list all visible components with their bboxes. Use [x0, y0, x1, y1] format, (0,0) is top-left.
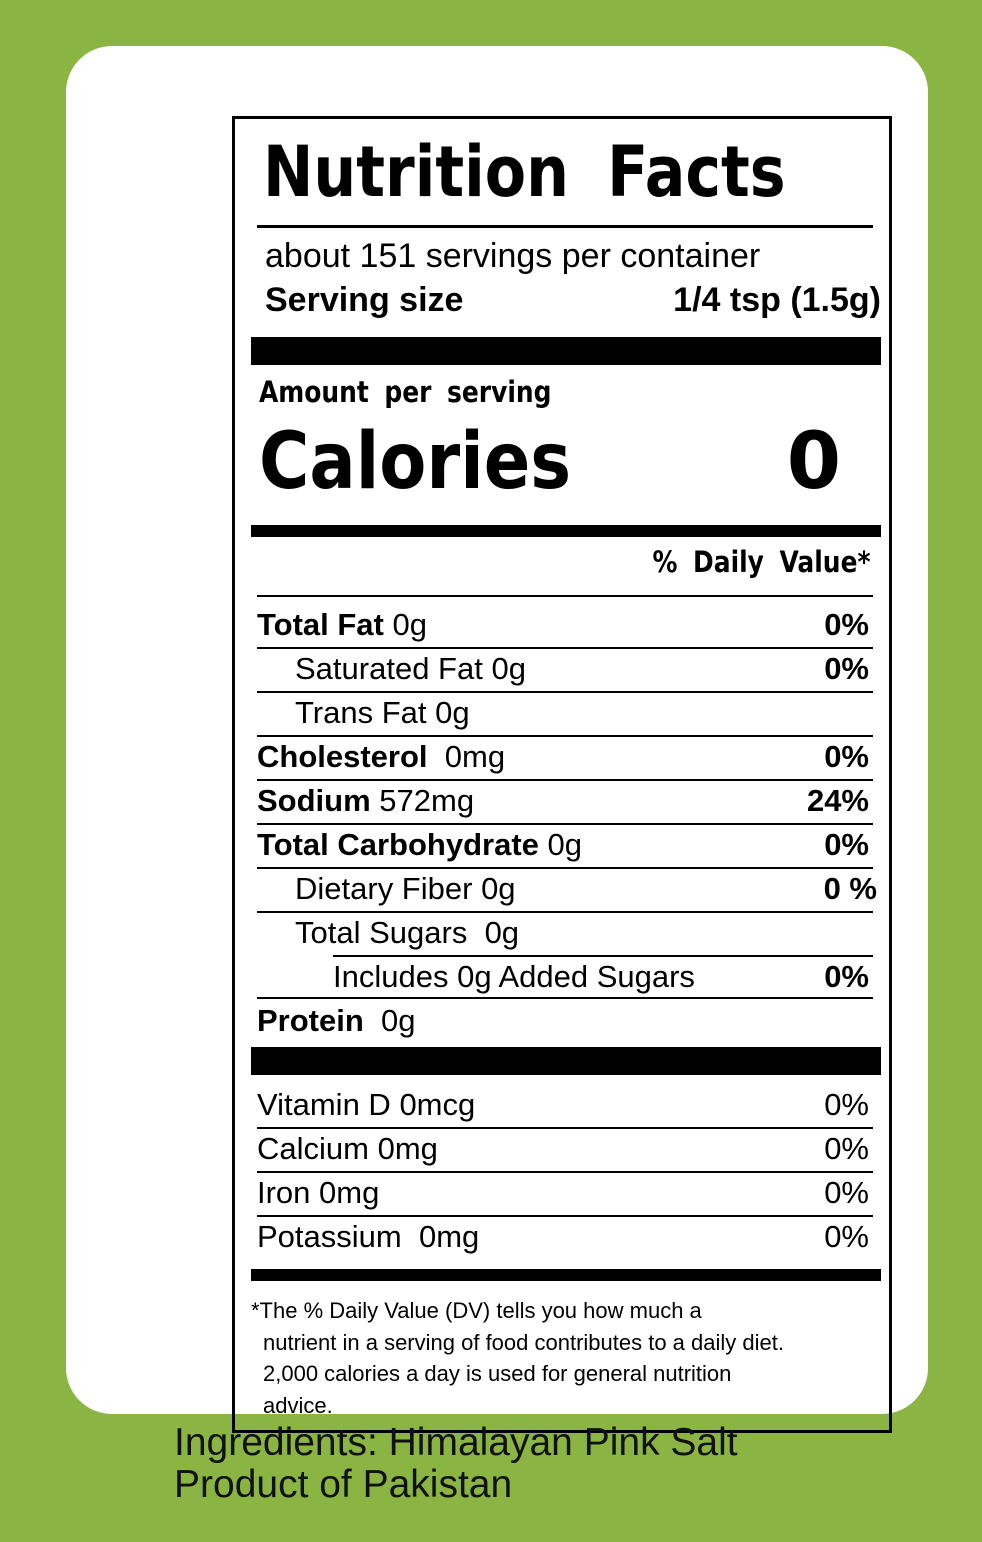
vitamin-row-potassium: [257, 1215, 873, 1259]
vitamin-dv: 0%: [824, 1087, 869, 1122]
serving-size-value: 1/4 tsp (1.5g): [673, 281, 881, 319]
nutrient-name: Total Carbohydrate: [257, 827, 539, 862]
vitamin-dv: 0%: [824, 1131, 869, 1166]
bottom-divider: [251, 1269, 881, 1281]
calories-label: Calories: [259, 417, 572, 507]
nutrient-amount: 0g: [491, 651, 526, 686]
vitamin-amount: 0mg: [319, 1175, 380, 1210]
nutrient-amount: 0g: [381, 1003, 416, 1038]
panel-title: Nutrition Facts: [263, 131, 786, 213]
vitamin-name: Iron: [257, 1175, 311, 1210]
nutrient-row-added-sugars: [257, 955, 873, 999]
nutrient-name: Includes 0g Added Sugars: [333, 959, 695, 994]
nutrient-amount: 0g: [392, 607, 427, 642]
nutrient-dv: 0%: [824, 607, 869, 642]
nutrient-amount: 0g: [484, 915, 520, 950]
nutrient-amount: 0g: [435, 695, 470, 730]
footnote: [251, 1295, 881, 1421]
nutrient-name: Saturated Fat: [295, 651, 483, 686]
title-divider: [257, 225, 873, 228]
vitamin-amount: 0mcg: [399, 1087, 476, 1122]
vitamin-row-calcium: [257, 1127, 873, 1171]
nutrient-amount: 572mg: [379, 783, 475, 818]
nutrient-name: Cholesterol: [257, 739, 428, 774]
nutrient-amount: 0g: [481, 871, 516, 906]
calories-value: 0: [786, 417, 841, 507]
amount-per-serving: Amount per serving: [259, 375, 552, 409]
nutrition-facts-panel: [232, 116, 892, 1433]
thick-divider-top: [251, 337, 881, 365]
nutrient-row-protein: [257, 999, 873, 1043]
vitamin-name: Potassium: [257, 1219, 402, 1254]
nutrient-name: Sodium: [257, 783, 371, 818]
vitamin-name: Vitamin D: [257, 1087, 391, 1122]
nutrient-amount: 0g: [547, 827, 583, 862]
nutrient-dv: 24%: [806, 783, 869, 818]
nutrient-name: Trans Fat: [295, 695, 427, 730]
nutrient-row-total-fat: [257, 603, 873, 647]
nutrient-dv: 0%: [824, 739, 869, 774]
serving-size-label: Serving size: [265, 281, 464, 319]
vitamin-dv: 0%: [824, 1219, 869, 1254]
vitamin-row-vitamin-d: [257, 1083, 873, 1127]
footnote-line: 2,000 calories a day is used for general nutrition: [263, 1361, 732, 1386]
row-divider: [257, 595, 873, 597]
vitamin-row-iron: [257, 1171, 873, 1215]
footnote-line: advice.: [263, 1392, 333, 1418]
medium-divider: [251, 525, 881, 537]
footnote-line: nutrient in a serving of food contributes to a daily diet.: [263, 1329, 784, 1355]
nutrient-name: Total Sugars: [295, 915, 468, 950]
nutrient-dv: 0%: [824, 827, 869, 862]
nutrient-row-cholesterol: [257, 735, 873, 779]
ingredients-block: [174, 1422, 738, 1506]
nutrient-row-trans-fat: [257, 691, 873, 735]
nutrient-row-saturated-fat: [257, 647, 873, 691]
nutrient-dv: 0%: [824, 651, 869, 686]
nutrient-row-total-carbohydrate: [257, 823, 873, 867]
vitamin-name: Calcium: [257, 1131, 369, 1166]
ingredients-text: Ingredients: Himalayan Pink Salt: [174, 1421, 738, 1464]
vitamin-amount: 0mg: [418, 1219, 480, 1254]
nutrient-name: Protein: [257, 1003, 364, 1038]
nutrient-row-total-sugars: [257, 911, 873, 955]
daily-value-header: % Daily Value*: [652, 545, 871, 579]
footnote-line: *The % Daily Value (DV) tells you how much a: [251, 1298, 702, 1323]
nutrient-dv: 0%: [824, 959, 869, 994]
nutrient-name: Total Fat: [257, 607, 384, 642]
vitamin-dv: 0%: [824, 1175, 869, 1210]
nutrient-name: Dietary Fiber: [295, 871, 473, 906]
nutrient-amount: 0mg: [444, 739, 506, 774]
nutrient-row-sodium: [257, 779, 873, 823]
label-card: [66, 46, 928, 1418]
thick-divider-vitamins: [251, 1047, 881, 1075]
servings-per-container: about 151 servings per container: [265, 237, 761, 275]
nutrient-dv: 0 %: [823, 871, 877, 906]
vitamin-amount: 0mg: [377, 1131, 438, 1166]
origin-text: Product of Pakistan: [174, 1463, 513, 1506]
nutrient-row-dietary-fiber: [257, 867, 877, 911]
